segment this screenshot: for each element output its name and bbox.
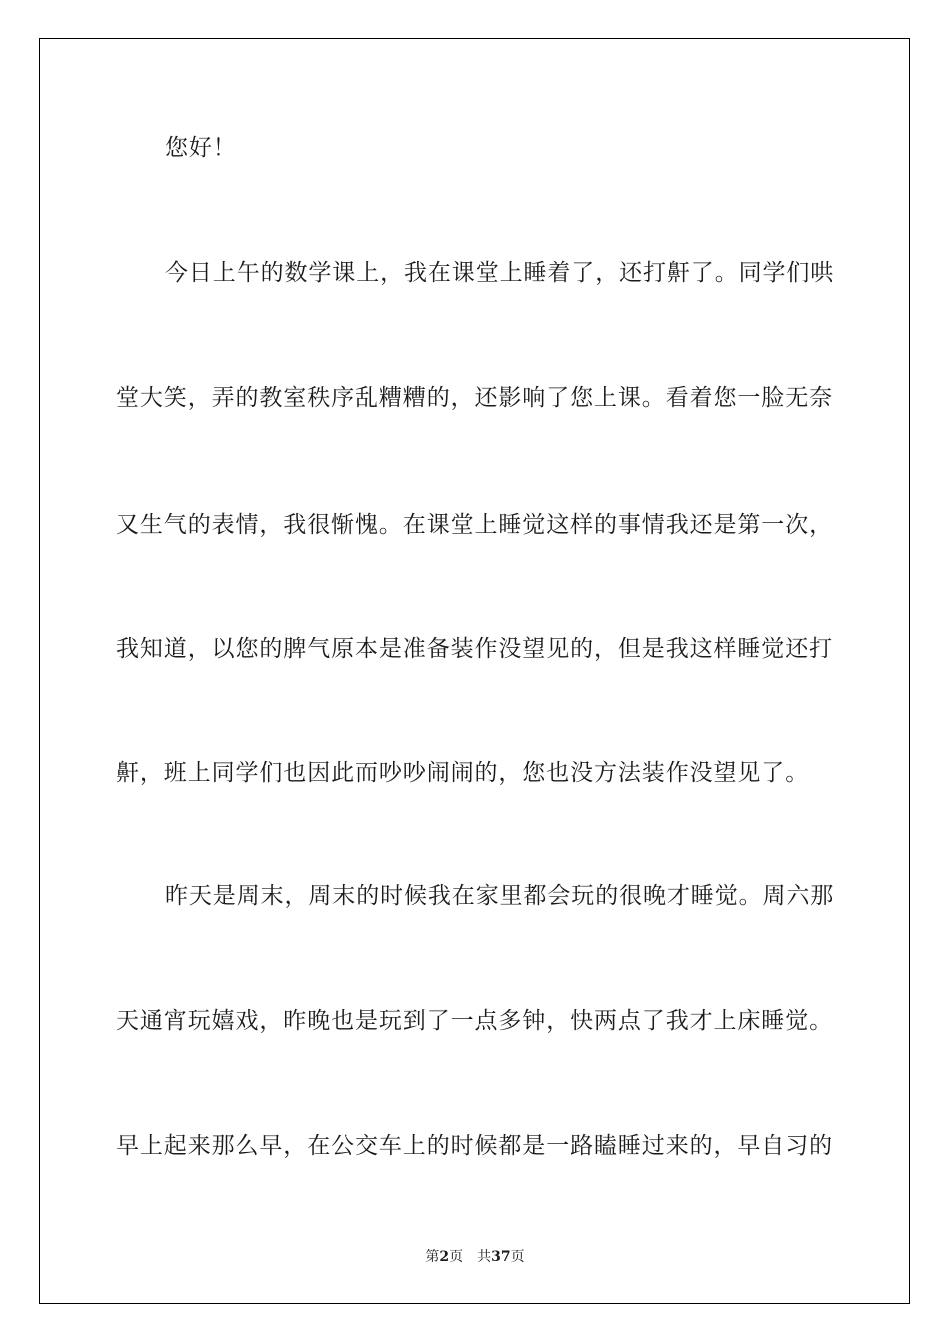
paragraph-2-line-2: 天通宵玩嬉戏，昨晚也是玩到了一点多钟，快两点了我才上床睡觉。	[116, 1008, 833, 1034]
paragraph-2-line-3: 早上起来那么早，在公交车上的时候都是一路瞌睡过来的，早自习的	[116, 1133, 833, 1159]
page-border	[39, 38, 910, 1304]
page-footer	[0, 1248, 950, 1266]
paragraph-1-line-3: 又生气的表情，我很惭愧。在课堂上睡觉这样的事情我还是第一次，	[116, 512, 833, 538]
footer-page-prefix: 第	[425, 1249, 440, 1265]
footer-total-suffix: 页	[510, 1249, 525, 1265]
paragraph-1-line-2: 堂大笑，弄的教室秩序乱糟糟的，还影响了您上课。看着您一脸无奈	[116, 385, 833, 411]
paragraph-1-line-5: 鼾，班上同学们也因此而吵吵闹闹的，您也没方法装作没望见了。	[116, 760, 810, 786]
footer-total-pages: 37	[491, 1249, 511, 1265]
footer-total-prefix: 共	[477, 1249, 492, 1265]
paragraph-1-line-4: 我知道，以您的脾气原本是准备装作没望见的，但是我这样睡觉还打	[116, 636, 833, 662]
paragraph-2-line-1: 昨天是周末，周末的时候我在家里都会玩的很晚才睡觉。周六那	[165, 883, 835, 909]
footer-page-suffix: 页	[449, 1249, 464, 1265]
footer-page-number: 2	[439, 1249, 450, 1265]
greeting-line: 您好！	[165, 135, 237, 161]
paragraph-1-line-1: 今日上午的数学课上，我在课堂上睡着了，还打鼾了。同学们哄	[165, 260, 835, 286]
